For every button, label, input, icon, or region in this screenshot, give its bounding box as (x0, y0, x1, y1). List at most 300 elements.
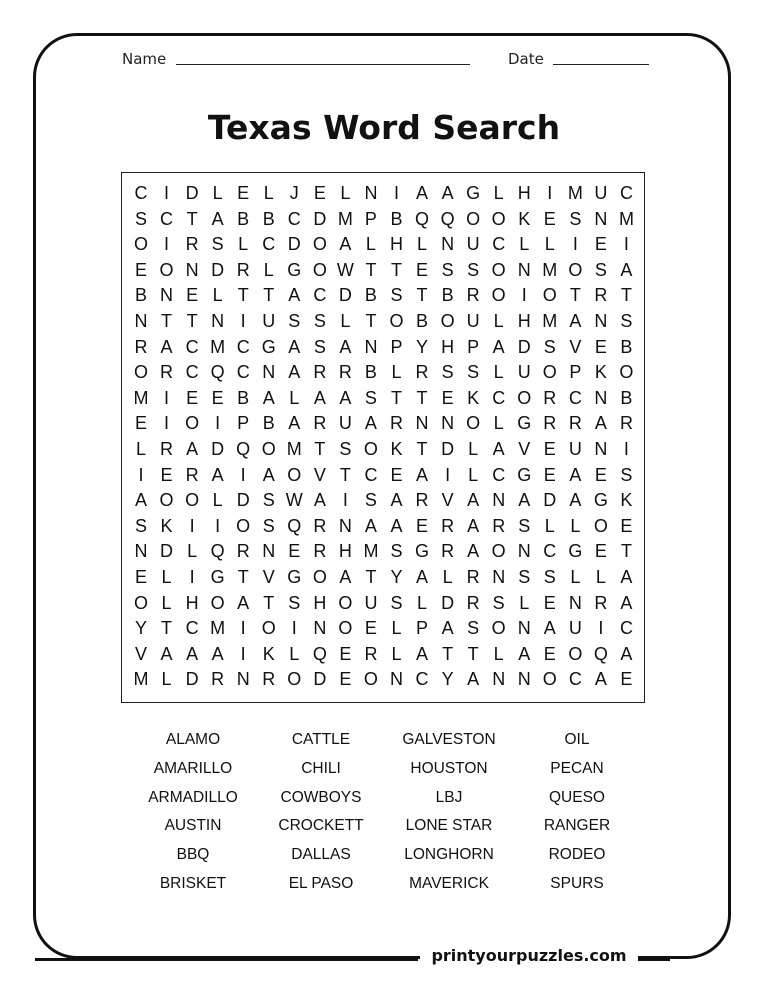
grid-letter[interactable]: A (467, 669, 480, 690)
grid-letter[interactable]: Q (210, 362, 225, 383)
grid-letter[interactable]: O (133, 362, 148, 383)
grid-letter[interactable]: I (445, 464, 451, 485)
grid-letter[interactable]: S (467, 259, 480, 280)
grid-letter[interactable]: D (185, 183, 199, 203)
grid-letter[interactable]: R (492, 515, 506, 536)
grid-letter[interactable]: E (620, 669, 633, 690)
grid-letter[interactable]: A (313, 490, 326, 511)
grid-letter[interactable]: U (466, 234, 480, 255)
grid-letter[interactable]: D (517, 336, 531, 357)
grid-letter[interactable]: I (240, 464, 246, 485)
grid-letter[interactable]: R (262, 669, 276, 690)
grid-letter[interactable]: T (620, 541, 632, 562)
grid-letter[interactable]: R (313, 413, 327, 434)
grid-letter[interactable]: L (493, 311, 504, 331)
grid-letter[interactable]: O (312, 567, 327, 587)
grid-letter[interactable]: O (185, 413, 200, 434)
grid-letter[interactable]: L (468, 464, 479, 485)
grid-letter[interactable]: U (594, 183, 608, 203)
grid-letter[interactable]: I (240, 643, 246, 664)
grid-letter[interactable]: C (492, 387, 506, 408)
grid-letter[interactable]: C (236, 362, 250, 383)
grid-letter[interactable]: E (543, 464, 556, 485)
grid-letter[interactable]: Q (440, 208, 455, 229)
grid-letter[interactable]: A (620, 259, 633, 280)
grid-letter[interactable]: Y (416, 336, 429, 357)
grid-letter[interactable]: K (390, 439, 403, 459)
grid-letter[interactable]: I (164, 413, 170, 434)
grid-letter[interactable]: N (338, 515, 352, 536)
grid-letter[interactable]: C (619, 618, 633, 639)
grid-letter[interactable]: O (491, 208, 506, 229)
grid-letter[interactable]: R (594, 285, 608, 306)
grid-letter[interactable]: S (211, 234, 224, 255)
grid-letter[interactable]: L (570, 515, 581, 536)
grid-letter[interactable]: Q (287, 515, 302, 536)
grid-letter[interactable]: R (619, 413, 633, 434)
grid-letter[interactable]: H (338, 541, 352, 562)
grid-letter[interactable]: T (442, 643, 454, 664)
grid-letter[interactable]: V (134, 643, 147, 664)
grid-letter[interactable]: U (364, 592, 378, 613)
grid-letter[interactable]: Y (134, 618, 147, 639)
grid-letter[interactable]: A (441, 183, 454, 203)
grid-letter[interactable]: T (339, 464, 351, 485)
grid-letter[interactable]: R (466, 592, 480, 613)
grid-letter[interactable]: L (161, 592, 172, 613)
grid-letter[interactable]: B (262, 208, 275, 229)
grid-letter[interactable]: O (236, 515, 251, 536)
grid-letter[interactable]: L (493, 362, 504, 383)
grid-letter[interactable]: N (517, 618, 531, 639)
grid-letter[interactable]: M (337, 208, 353, 229)
grid-letter[interactable]: S (134, 208, 147, 229)
grid-letter[interactable]: S (262, 490, 275, 511)
grid-letter[interactable]: I (342, 490, 348, 511)
grid-letter[interactable]: M (133, 669, 149, 690)
grid-letter[interactable]: T (365, 567, 377, 587)
grid-letter[interactable]: D (338, 285, 352, 306)
grid-letter[interactable]: I (138, 464, 144, 485)
grid-letter[interactable]: A (467, 515, 480, 536)
grid-letter[interactable]: C (568, 387, 582, 408)
grid-letter[interactable]: P (569, 362, 582, 383)
grid-letter[interactable]: S (467, 362, 480, 383)
grid-letter[interactable]: P (390, 336, 403, 357)
grid-letter[interactable]: I (240, 618, 246, 639)
grid-letter[interactable]: S (339, 439, 352, 459)
grid-letter[interactable]: L (161, 567, 172, 587)
grid-letter[interactable]: D (160, 541, 174, 562)
grid-letter[interactable]: S (262, 515, 275, 536)
grid-letter[interactable]: T (237, 285, 249, 306)
grid-letter[interactable]: L (519, 592, 530, 613)
grid-letter[interactable]: I (189, 567, 195, 587)
grid-letter[interactable]: C (236, 336, 250, 357)
grid-letter[interactable]: L (187, 541, 198, 562)
grid-letter[interactable]: I (189, 515, 195, 536)
grid-letter[interactable]: V (313, 464, 326, 485)
grid-letter[interactable]: E (543, 208, 556, 229)
grid-letter[interactable]: L (391, 643, 402, 664)
grid-letter[interactable]: A (416, 183, 429, 203)
grid-letter[interactable]: S (288, 311, 301, 331)
grid-letter[interactable]: Y (390, 567, 403, 587)
grid-letter[interactable]: R (160, 362, 174, 383)
grid-letter[interactable]: R (313, 541, 327, 562)
grid-letter[interactable]: V (262, 567, 275, 587)
grid-letter[interactable]: M (567, 183, 583, 203)
grid-letter[interactable]: T (365, 311, 377, 331)
grid-letter[interactable]: B (364, 362, 377, 383)
grid-letter[interactable]: O (133, 592, 148, 613)
grid-letter[interactable]: Y (441, 669, 454, 690)
grid-letter[interactable]: O (542, 669, 557, 690)
grid-letter[interactable]: H (517, 183, 531, 203)
grid-letter[interactable]: O (542, 362, 557, 383)
grid-letter[interactable]: O (568, 643, 583, 664)
grid-letter[interactable]: A (492, 336, 505, 357)
grid-letter[interactable]: A (237, 592, 250, 613)
grid-letter[interactable]: O (185, 490, 200, 511)
grid-letter[interactable]: N (262, 541, 276, 562)
grid-letter[interactable]: K (467, 387, 480, 408)
date-field[interactable] (553, 64, 649, 65)
grid-letter[interactable]: A (262, 387, 275, 408)
grid-letter[interactable]: A (416, 567, 429, 587)
name-field[interactable] (176, 64, 470, 65)
grid-letter[interactable]: G (210, 567, 225, 587)
grid-letter[interactable]: G (287, 567, 302, 587)
grid-letter[interactable]: L (570, 567, 581, 587)
grid-letter[interactable]: A (339, 387, 352, 408)
grid-letter[interactable]: U (338, 413, 352, 434)
grid-letter[interactable]: O (593, 515, 608, 536)
grid-letter[interactable]: E (288, 541, 301, 562)
grid-letter[interactable]: T (161, 311, 173, 331)
grid-letter[interactable]: B (620, 387, 633, 408)
grid-letter[interactable]: E (186, 387, 199, 408)
grid-letter[interactable]: O (491, 259, 506, 280)
grid-letter[interactable]: C (287, 208, 301, 229)
grid-letter[interactable]: S (543, 567, 556, 587)
grid-letter[interactable]: G (517, 413, 532, 434)
grid-letter[interactable]: G (568, 541, 583, 562)
grid-letter[interactable]: A (518, 490, 531, 511)
grid-letter[interactable]: C (160, 208, 174, 229)
grid-letter[interactable]: A (186, 439, 199, 459)
grid-letter[interactable]: O (312, 234, 327, 255)
grid-letter[interactable]: S (543, 336, 556, 357)
grid-letter[interactable]: O (491, 618, 506, 639)
grid-letter[interactable]: M (542, 259, 558, 280)
grid-letter[interactable]: E (237, 183, 250, 203)
grid-letter[interactable]: L (595, 567, 606, 587)
grid-letter[interactable]: S (313, 336, 326, 357)
grid-letter[interactable]: K (518, 208, 531, 229)
grid-letter[interactable]: L (212, 285, 223, 306)
grid-letter[interactable]: A (313, 387, 326, 408)
grid-letter[interactable]: M (286, 439, 302, 459)
grid-letter[interactable]: S (441, 362, 454, 383)
grid-letter[interactable]: T (263, 592, 275, 613)
grid-letter[interactable]: Q (593, 643, 608, 664)
grid-letter[interactable]: I (215, 515, 221, 536)
grid-letter[interactable]: A (569, 490, 582, 511)
grid-letter[interactable]: E (186, 285, 199, 306)
grid-letter[interactable]: N (160, 285, 174, 306)
grid-letter[interactable]: C (492, 234, 506, 255)
grid-letter[interactable]: T (263, 285, 275, 306)
grid-letter[interactable]: T (467, 643, 479, 664)
grid-letter[interactable]: B (620, 336, 633, 357)
grid-letter[interactable]: D (185, 669, 199, 690)
grid-letter[interactable]: E (594, 336, 607, 357)
grid-letter[interactable]: R (338, 362, 352, 383)
grid-letter[interactable]: R (313, 362, 327, 383)
grid-letter[interactable]: A (160, 336, 173, 357)
grid-letter[interactable]: E (543, 439, 556, 459)
grid-letter[interactable]: R (441, 541, 455, 562)
grid-letter[interactable]: A (364, 515, 377, 536)
grid-letter[interactable]: L (493, 183, 504, 203)
grid-letter[interactable]: R (543, 387, 557, 408)
grid-letter[interactable]: D (211, 439, 225, 459)
grid-letter[interactable]: O (210, 592, 225, 613)
grid-letter[interactable]: D (313, 669, 327, 690)
grid-letter[interactable]: N (262, 362, 276, 383)
grid-letter[interactable]: R (185, 464, 199, 485)
grid-letter[interactable]: I (598, 618, 604, 639)
grid-letter[interactable]: C (262, 234, 276, 255)
grid-letter[interactable]: G (466, 183, 481, 203)
grid-letter[interactable]: I (291, 618, 297, 639)
grid-letter[interactable]: L (263, 259, 274, 280)
grid-letter[interactable]: N (492, 490, 506, 511)
grid-letter[interactable]: A (416, 464, 429, 485)
grid-letter[interactable]: H (517, 311, 531, 331)
grid-letter[interactable]: C (313, 285, 327, 306)
grid-letter[interactable]: A (186, 643, 199, 664)
grid-letter[interactable]: U (568, 618, 582, 639)
grid-letter[interactable]: E (543, 592, 556, 613)
grid-letter[interactable]: T (569, 285, 581, 306)
grid-letter[interactable]: T (620, 285, 632, 306)
grid-letter[interactable]: T (391, 259, 402, 280)
grid-letter[interactable]: A (569, 464, 582, 485)
grid-letter[interactable]: E (594, 464, 607, 485)
grid-letter[interactable]: I (623, 234, 629, 255)
grid-letter[interactable]: G (593, 490, 608, 511)
grid-letter[interactable]: R (415, 362, 429, 383)
grid-letter[interactable]: S (390, 541, 403, 562)
grid-letter[interactable]: A (288, 362, 301, 383)
grid-letter[interactable]: S (313, 311, 326, 331)
grid-letter[interactable]: R (441, 515, 455, 536)
grid-letter[interactable]: B (364, 285, 377, 306)
grid-letter[interactable]: E (211, 387, 224, 408)
grid-letter[interactable]: N (492, 669, 506, 690)
grid-letter[interactable]: C (619, 183, 633, 203)
grid-letter[interactable]: H (390, 234, 403, 255)
grid-letter[interactable]: N (517, 259, 531, 280)
grid-letter[interactable]: S (288, 592, 301, 613)
grid-letter[interactable]: T (186, 208, 198, 229)
grid-letter[interactable]: A (492, 439, 505, 459)
grid-letter[interactable]: I (240, 311, 246, 331)
grid-letter[interactable]: G (261, 336, 276, 357)
grid-letter[interactable]: T (391, 387, 402, 408)
grid-letter[interactable]: A (620, 643, 633, 664)
grid-letter[interactable]: V (518, 439, 531, 459)
grid-letter[interactable]: E (441, 387, 454, 408)
grid-letter[interactable]: T (237, 567, 249, 587)
grid-letter[interactable]: E (594, 234, 607, 255)
grid-letter[interactable]: N (211, 311, 225, 331)
grid-letter[interactable]: O (159, 259, 174, 280)
grid-letter[interactable]: A (518, 643, 531, 664)
grid-letter[interactable]: C (415, 669, 429, 690)
grid-letter[interactable]: E (364, 618, 377, 639)
grid-letter[interactable]: S (518, 567, 531, 587)
grid-letter[interactable]: N (594, 387, 608, 408)
grid-letter[interactable]: N (364, 336, 378, 357)
grid-letter[interactable]: U (262, 311, 276, 331)
grid-letter[interactable]: L (493, 643, 504, 664)
grid-letter[interactable]: O (466, 413, 481, 434)
grid-letter[interactable]: L (212, 183, 223, 203)
grid-letter[interactable]: E (134, 413, 147, 434)
grid-letter[interactable]: I (164, 234, 170, 255)
grid-letter[interactable]: S (492, 592, 505, 613)
grid-letter[interactable]: L (544, 515, 555, 536)
grid-letter[interactable]: A (620, 567, 633, 587)
grid-letter[interactable]: M (618, 208, 634, 229)
grid-letter[interactable]: L (519, 234, 530, 255)
grid-letter[interactable]: B (416, 311, 429, 331)
grid-letter[interactable]: C (568, 669, 582, 690)
grid-letter[interactable]: D (236, 490, 250, 511)
grid-letter[interactable]: K (620, 490, 633, 511)
grid-letter[interactable]: I (623, 439, 629, 459)
grid-letter[interactable]: D (287, 234, 301, 255)
grid-letter[interactable]: O (363, 669, 378, 690)
grid-letter[interactable]: A (467, 541, 480, 562)
grid-letter[interactable]: P (467, 336, 480, 357)
grid-letter[interactable]: N (441, 234, 455, 255)
grid-letter[interactable]: C (134, 183, 148, 203)
grid-letter[interactable]: W (285, 490, 303, 511)
grid-letter[interactable]: K (594, 362, 607, 383)
grid-letter[interactable]: O (363, 439, 378, 459)
grid-letter[interactable]: E (594, 541, 607, 562)
grid-letter[interactable]: B (262, 413, 275, 434)
grid-letter[interactable]: E (160, 464, 173, 485)
grid-letter[interactable]: E (416, 259, 429, 280)
grid-letter[interactable]: G (415, 541, 430, 562)
grid-letter[interactable]: H (441, 336, 455, 357)
grid-letter[interactable]: R (160, 439, 174, 459)
grid-letter[interactable]: B (237, 208, 250, 229)
grid-letter[interactable]: A (134, 490, 147, 511)
grid-letter[interactable]: T (314, 439, 326, 459)
grid-letter[interactable]: N (134, 541, 148, 562)
grid-letter[interactable]: L (238, 234, 249, 255)
grid-letter[interactable]: S (518, 515, 531, 536)
grid-letter[interactable]: L (340, 183, 351, 203)
grid-letter[interactable]: S (441, 259, 454, 280)
grid-letter[interactable]: A (390, 490, 403, 511)
grid-letter[interactable]: N (390, 669, 403, 690)
grid-letter[interactable]: A (288, 336, 301, 357)
grid-letter[interactable]: D (543, 490, 557, 511)
grid-letter[interactable]: R (415, 490, 429, 511)
grid-letter[interactable]: H (185, 592, 199, 613)
grid-letter[interactable]: L (391, 362, 402, 383)
grid-letter[interactable]: R (466, 285, 480, 306)
grid-letter[interactable]: N (313, 618, 327, 639)
grid-letter[interactable]: A (441, 618, 454, 639)
grid-letter[interactable]: A (569, 311, 582, 331)
grid-letter[interactable]: R (466, 567, 480, 587)
grid-letter[interactable]: N (594, 311, 608, 331)
grid-letter[interactable]: A (339, 234, 352, 255)
grid-letter[interactable]: E (134, 567, 147, 587)
grid-letter[interactable]: S (390, 285, 403, 306)
grid-letter[interactable]: T (416, 439, 428, 459)
grid-letter[interactable]: V (441, 490, 454, 511)
grid-letter[interactable]: P (416, 618, 429, 639)
grid-letter[interactable]: O (542, 285, 557, 306)
grid-letter[interactable]: E (390, 464, 403, 485)
grid-letter[interactable]: A (160, 643, 173, 664)
grid-letter[interactable]: A (288, 285, 301, 306)
grid-letter[interactable]: O (261, 618, 276, 639)
grid-letter[interactable]: I (572, 234, 578, 255)
grid-letter[interactable]: O (338, 592, 353, 613)
grid-letter[interactable]: L (135, 439, 146, 459)
grid-letter[interactable]: S (390, 592, 403, 613)
grid-letter[interactable]: O (287, 669, 302, 690)
grid-letter[interactable]: O (287, 464, 302, 485)
grid-letter[interactable]: E (416, 515, 429, 536)
grid-letter[interactable]: O (491, 541, 506, 562)
grid-letter[interactable]: A (467, 490, 480, 511)
grid-letter[interactable]: E (134, 259, 147, 280)
grid-letter[interactable]: W (336, 259, 354, 280)
grid-letter[interactable]: M (542, 311, 558, 331)
grid-letter[interactable]: O (261, 439, 276, 459)
grid-letter[interactable]: O (568, 259, 583, 280)
grid-letter[interactable]: L (340, 311, 351, 331)
grid-letter[interactable]: C (185, 618, 199, 639)
grid-letter[interactable]: K (262, 643, 275, 664)
grid-letter[interactable]: N (134, 311, 148, 331)
grid-letter[interactable]: A (211, 464, 224, 485)
grid-letter[interactable]: N (568, 592, 582, 613)
grid-letter[interactable]: D (441, 592, 455, 613)
grid-letter[interactable]: T (365, 259, 377, 280)
grid-letter[interactable]: I (164, 183, 170, 203)
grid-letter[interactable]: R (313, 515, 327, 536)
grid-letter[interactable]: L (212, 490, 223, 511)
grid-letter[interactable]: R (390, 413, 403, 434)
grid-letter[interactable]: L (493, 413, 504, 434)
grid-letter[interactable]: A (594, 669, 607, 690)
grid-letter[interactable]: H (313, 592, 327, 613)
grid-letter[interactable]: I (393, 183, 399, 203)
grid-letter[interactable]: R (594, 592, 608, 613)
